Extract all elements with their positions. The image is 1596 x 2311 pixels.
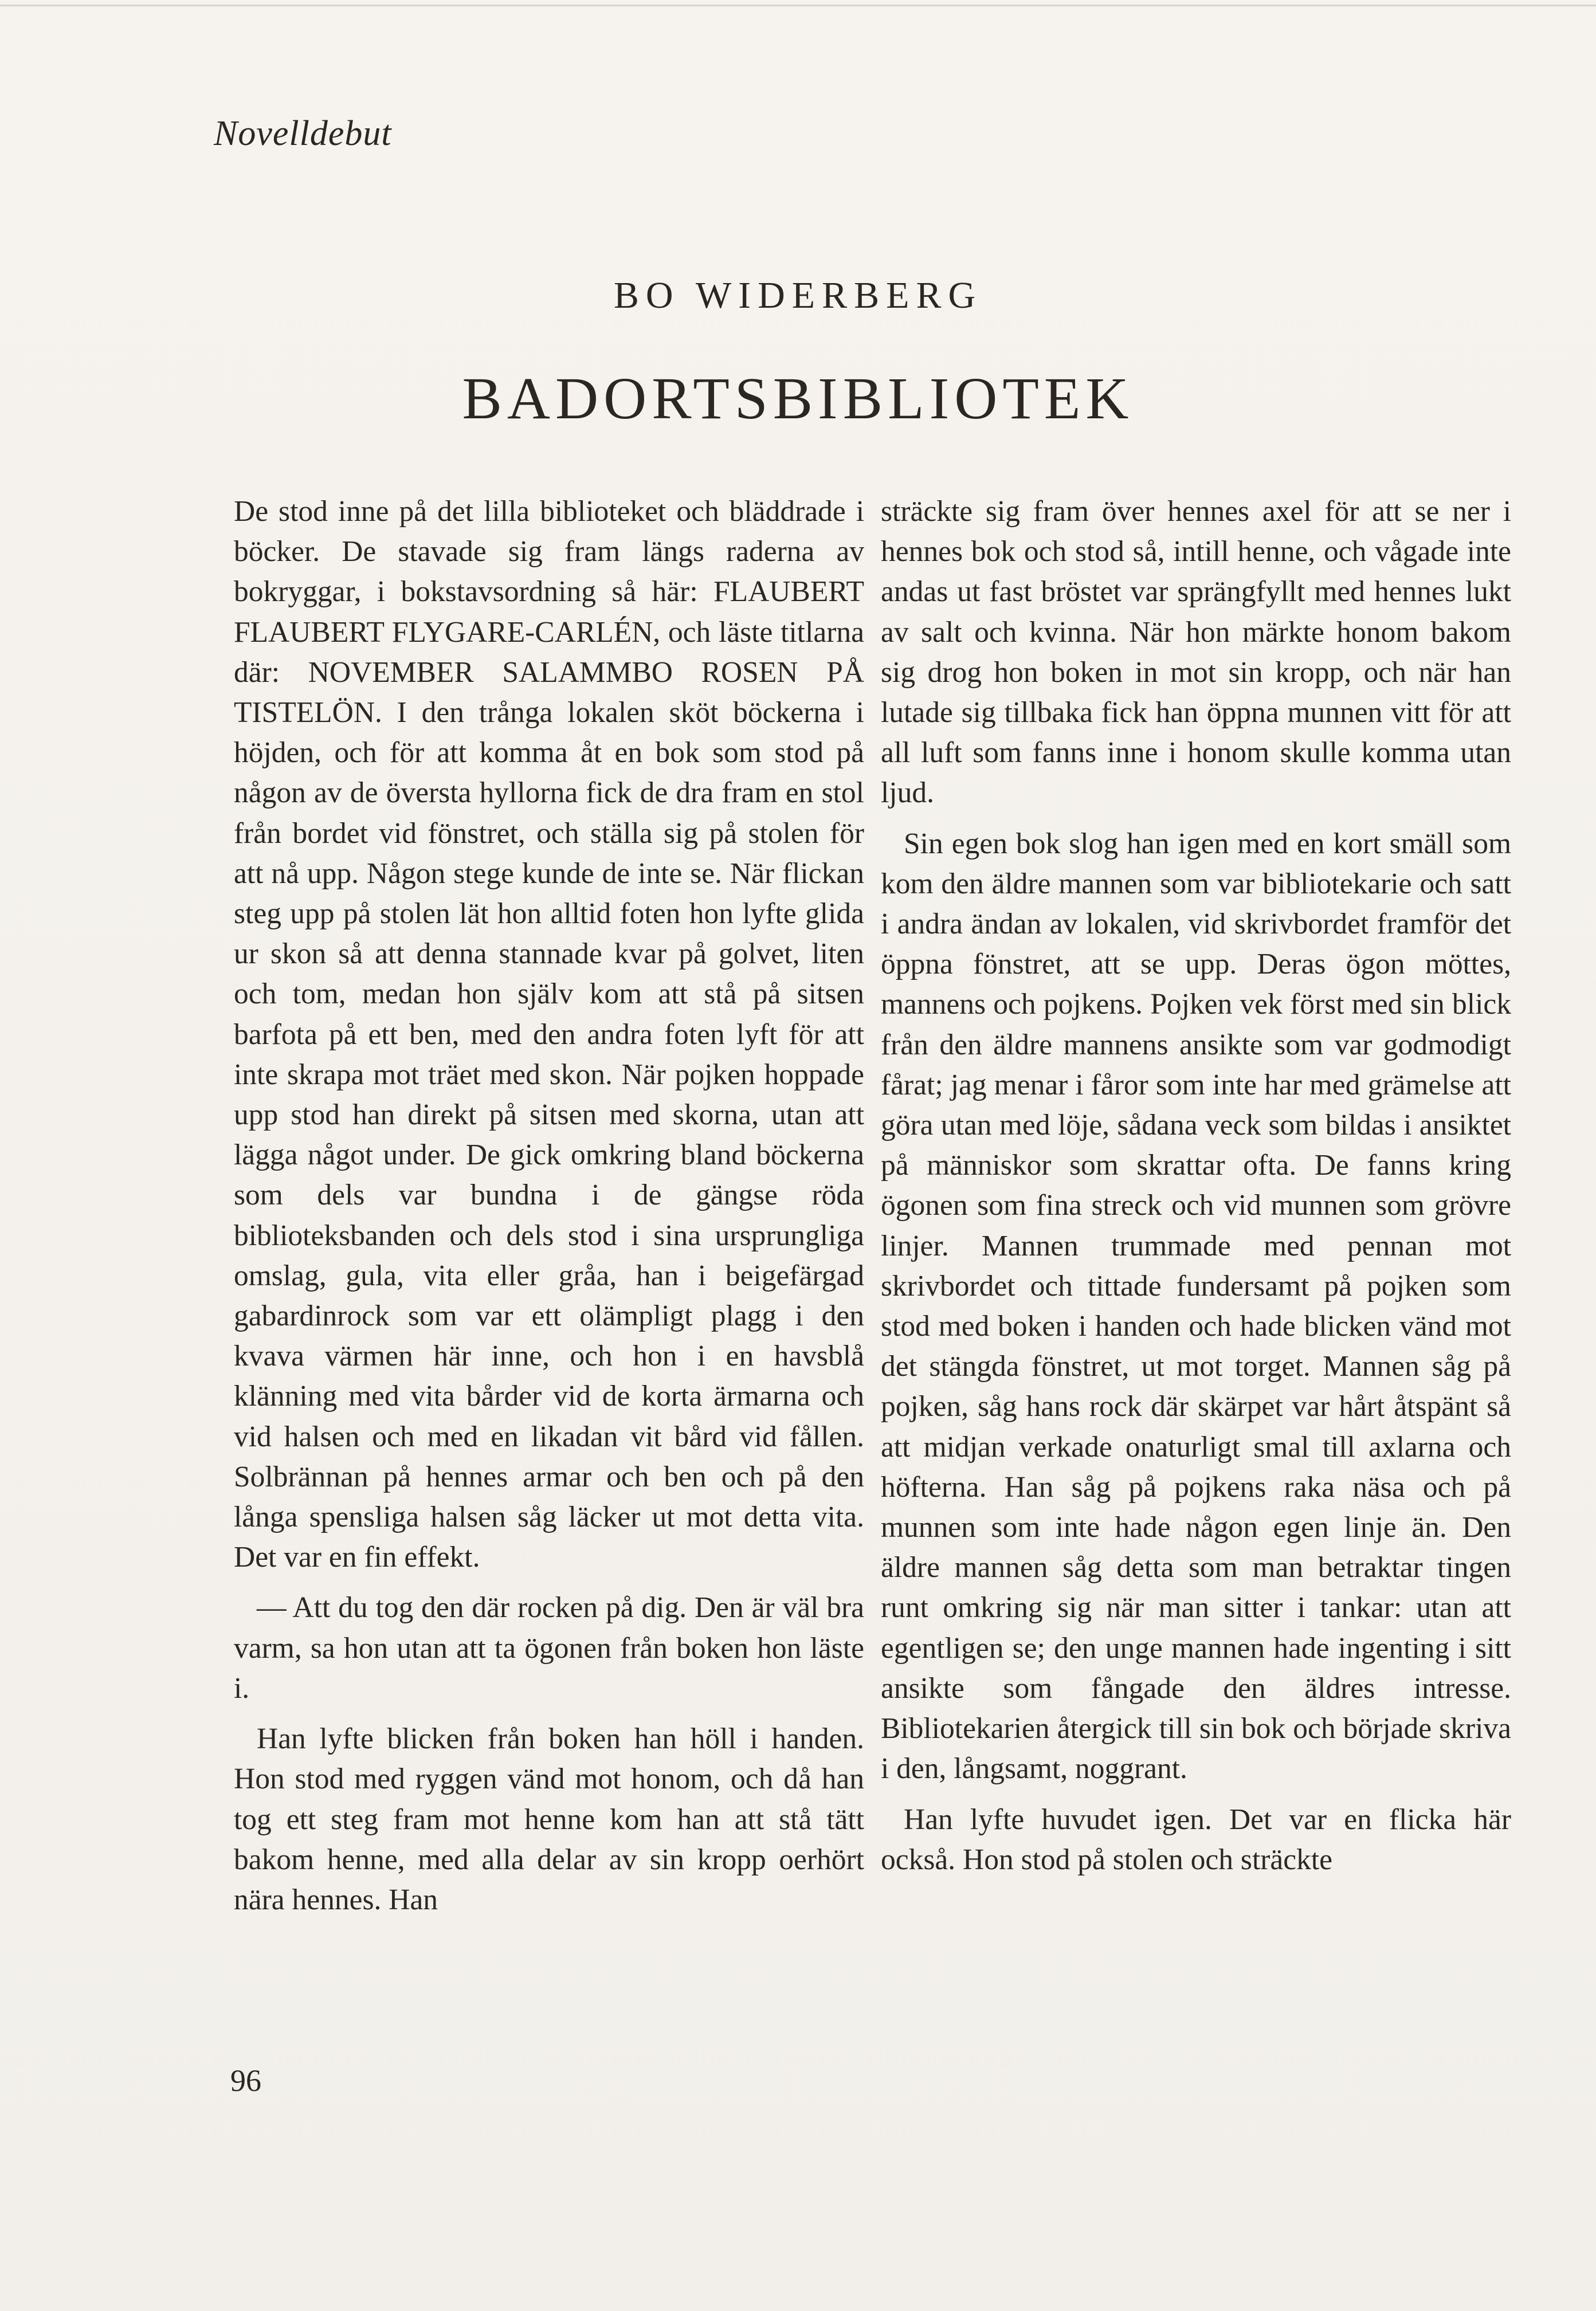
paragraph: Han lyfte huvudet igen. Det var en flicka här också. Hon stod på stolen och sträckte bbox=[881, 1803, 1511, 1876]
right-text-column bbox=[881, 492, 1511, 1880]
left-text-column bbox=[234, 492, 864, 1920]
page-top-edge bbox=[0, 5, 1596, 6]
paragraph: sträckte sig fram över hennes axel för att se ner i hennes bok och stod så, intill henne, och vågade inte andas ut fast bröstet var sprängfyllt med hennes lukt av salt och kvinna. När hon märkte honom bakom sig drog hon boken in mot sin kropp, och när han lutade sig tillbaka fick han öppna munnen vitt för att all luft som fanns inne i honom skulle komma utan ljud. bbox=[881, 495, 1511, 810]
section-label: Novelldebut bbox=[214, 114, 392, 153]
paragraph: — Att du tog den där rocken på dig. Den är väl bra varm, sa hon utan att ta ögonen från boken hon läste i. bbox=[234, 1591, 864, 1705]
paragraph: Sin egen bok slog han igen med en kort smäll som kom den äldre mannen som var bibliotekarie och satt i andra ändan av lokalen, vid skrivbordet framför det öppna fönstret, att se upp. Deras ögon möttes, mannens och pojkens. Pojken vek först med sin blick från den äldre mannens ansikte som var godmodigt fårat; jag menar i fåror som inte har med grämelse att göra utan med löje, sådana veck som bildas i ansiktet på människor som skrattar ofta. De fanns kring ögonen som fina streck och vid munnen som grövre linjer. Mannen trummade med pennan mot skrivbordet och tittade fundersamt på pojken som stod med boken i handen och hade blicken vänd mot det stängda fönstret, ut mot torget. Mannen såg på pojken, såg hans rock där skärpet var hårt åtspänt så att midjan verkade onaturligt smal till axlarna och höfterna. Han såg på pojkens raka näsa och på munnen som inte hade någon egen linje än. Den äldre mannen såg detta som man betraktar tingen runt omkring sig när man sitter i tankar: utan att egentligen se; den unge mannen hade ingenting i sitt ansikte som fångade den äldres intresse. Bibliotekarien återgick till sin bok och började skriva i den, långsamt, noggrant. bbox=[881, 827, 1511, 1786]
page-number: 96 bbox=[230, 2063, 261, 2098]
paragraph: De stod inne på det lilla biblioteket och bläddrade i böcker. De stavade sig fram längs raderna av bokryggar, i bokstavsordning så här: FLAUBERT FLAUBERT FLYGARE-CARLÉN, och läste titlarna där: NOVEMBER SALAMMBO ROSEN PÅ TISTELÖN. I den trånga lokalen sköt böckerna i höjden, och för att komma åt en bok som stod på någon av de översta hyllorna fick de dra fram en stol från bordet vid fönstret, och ställa sig på stolen för att nå upp. Någon stege kunde de inte se. När flickan steg upp på stolen lät hon alltid foten hon lyfte glida ur skon så att denna stannade kvar på golvet, liten och tom, medan hon själv kom att stå på sitsen barfota på ett ben, med den andra foten lyft för att inte skrapa mot träet med skon. När pojken hoppade upp stod han direkt på sitsen med skorna, utan att lägga något under. De gick omkring bland böckerna som dels var bundna i de gängse röda biblioteksbanden och dels stod i sina ursprungliga omslag, gula, vita eller gråa, han i beigefärgad gabardinrock som var ett olämpligt plagg i den kvava värmen här inne, och hon i en havsblå klänning med vita bårder vid de korta ärmarna och vid halsen och med en likadan vit bård vid fållen. Solbrännan på hennes armar och ben och på den långa spensliga halsen såg läcker ut mot detta vita. Det var en fin effekt. bbox=[234, 495, 864, 1574]
paragraph: Han lyfte blicken från boken han höll i handen. Hon stod med ryggen vänd mot honom, och då han tog ett steg fram mot henne kom han att stå tätt bakom henne, med alla delar av sin kropp oerhört nära hennes. Han bbox=[234, 1723, 864, 1916]
story-title: BADORTSBIBLIOTEK bbox=[462, 366, 1134, 431]
author-name: BO WIDERBERG bbox=[613, 274, 983, 316]
